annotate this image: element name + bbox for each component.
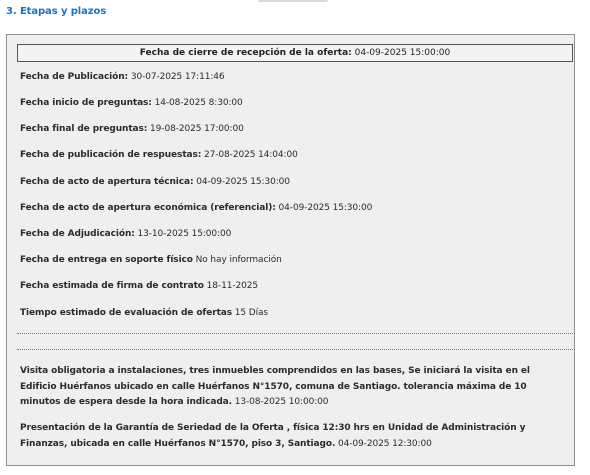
publication-date-row <box>20 71 225 83</box>
questions-start-row <box>20 97 243 109</box>
deadlines-panel <box>6 34 575 466</box>
questions-end-row <box>20 123 244 135</box>
row-label: Fecha estimada de firma de contrato <box>20 281 204 291</box>
section-title: 3. Etapas y plazos <box>6 6 107 17</box>
evaluation-time-row <box>20 307 268 319</box>
row-label: Fecha de Publicación: <box>20 72 129 82</box>
row-value: 04-09-2025 15:30:00 <box>193 177 290 187</box>
row-label: Fecha de acto de apertura económica (referencial): <box>20 203 276 213</box>
divider <box>17 333 573 334</box>
row-label: Fecha de acto de apertura técnica: <box>20 177 194 187</box>
note-value: 13-08-2025 10:00:00 <box>231 397 329 407</box>
site-visit-note <box>20 364 557 411</box>
contract-signing-row <box>20 280 258 292</box>
row-value: 30-07-2025 17:11:46 <box>128 72 225 82</box>
top-scroll-handle <box>258 0 328 2</box>
note-label: Presentación de la Garantía de Seriedad de la Oferta , física 12:30 hrs en Unidad de Administración y Finanzas, ubicada en calle Huérfanos N°1570, piso 3, Santiago. <box>20 423 526 449</box>
economic-opening-row <box>20 202 372 214</box>
row-label: Fecha de entrega en soporte físico <box>20 255 193 265</box>
row-label: Fecha de Adjudicación: <box>20 229 135 239</box>
row-value: 15 Días <box>232 308 269 318</box>
physical-delivery-row <box>20 254 282 266</box>
row-label: Fecha de publicación de respuestas: <box>20 150 202 160</box>
answers-publication-row <box>20 149 298 161</box>
row-value: 27-08-2025 14:04:00 <box>201 150 298 160</box>
note-label: Visita obligatoria a instalaciones, tres inmuebles comprendidos en las bases, Se iniciará la visita en el Edificio Huérfanos ubicado en calle Huérfanos N°1570, comuna de Santiago. tolerancia máxima de 10 minutos de espera desde la hora indicada. <box>20 366 530 407</box>
award-date-row <box>20 228 231 240</box>
row-label: Fecha final de preguntas: <box>20 124 148 134</box>
row-value: 04-09-2025 15:30:00 <box>275 203 373 213</box>
technical-opening-row <box>20 176 290 188</box>
row-label: Fecha inicio de preguntas: <box>20 98 152 108</box>
row-value: No hay información <box>192 255 282 265</box>
row-value: 19-08-2025 17:00:00 <box>147 124 244 134</box>
row-label: Tiempo estimado de evaluación de ofertas <box>20 308 233 318</box>
note-value: 04-09-2025 12:30:00 <box>335 438 432 449</box>
guarantee-note <box>20 421 557 452</box>
closing-date-box <box>17 44 573 62</box>
closing-date-label: Fecha de cierre de recepción de la oferta: <box>139 48 352 58</box>
row-value: 14-08-2025 8:30:00 <box>151 98 243 108</box>
closing-date-value: 04-09-2025 15:00:00 <box>351 48 451 58</box>
row-value: 18-11-2025 <box>203 281 258 291</box>
divider <box>17 349 573 350</box>
row-value: 13-10-2025 15:00:00 <box>134 229 232 239</box>
